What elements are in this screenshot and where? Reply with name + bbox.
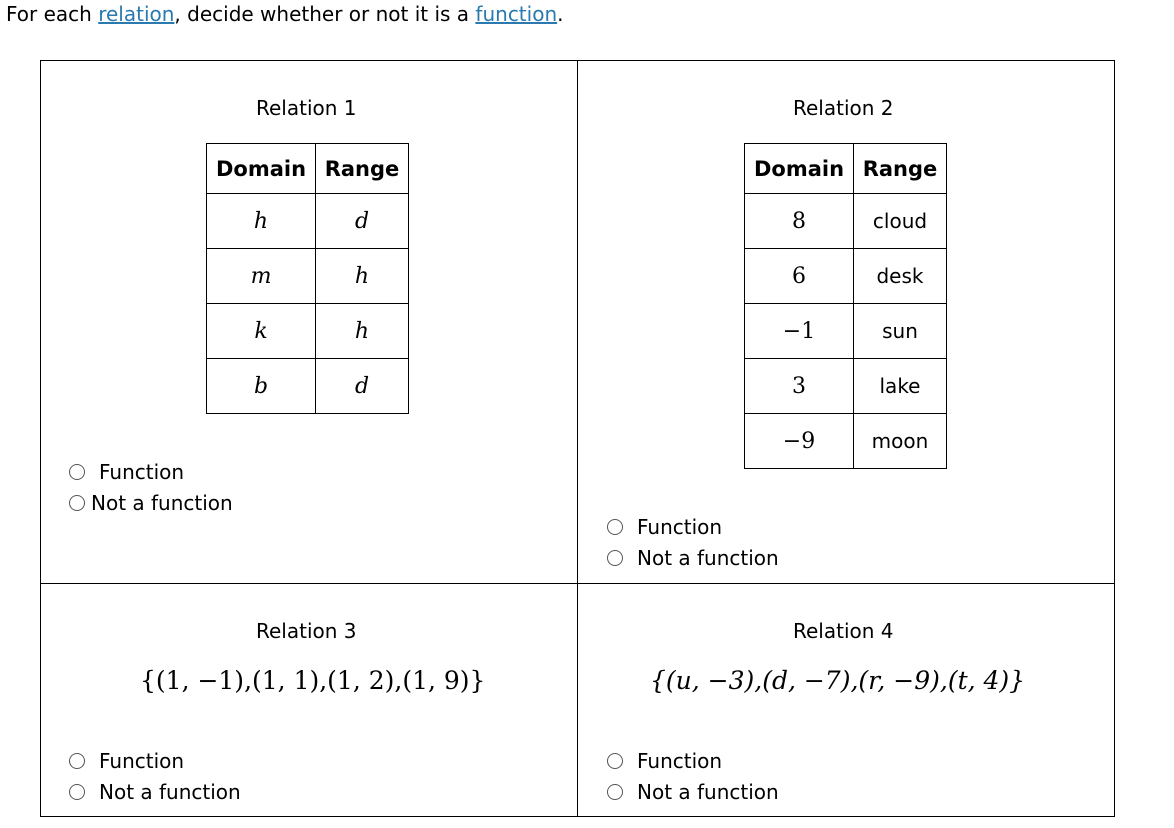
range-cell: h xyxy=(316,304,409,359)
relation-2-table xyxy=(744,143,947,469)
range-cell: h xyxy=(316,249,409,304)
range-header: Range xyxy=(316,144,409,194)
domain-cell: h xyxy=(207,194,316,249)
relation-3-set: {(1, −1),(1, 1),(1, 2),(1, 9)} xyxy=(140,666,486,695)
domain-cell: 6 xyxy=(745,249,854,304)
option-label: Function xyxy=(637,514,723,539)
range-header: Range xyxy=(854,144,947,194)
range-cell: d xyxy=(316,359,409,414)
table-row xyxy=(207,359,409,414)
relation-2-not-function-option[interactable] xyxy=(607,542,779,573)
option-label: Not a function xyxy=(99,779,241,804)
relation-2-options xyxy=(607,511,779,573)
option-label: Function xyxy=(99,459,185,484)
domain-header: Domain xyxy=(207,144,316,194)
table-row xyxy=(745,194,947,249)
domain-cell: m xyxy=(207,249,316,304)
domain-cell: −9 xyxy=(745,414,854,469)
relation-4-not-function-option[interactable] xyxy=(607,776,779,807)
option-label: Not a function xyxy=(637,545,779,570)
relation-link[interactable]: relation xyxy=(98,2,175,26)
relation-1-title: Relation 1 xyxy=(256,96,357,120)
domain-cell: b xyxy=(207,359,316,414)
table-row xyxy=(207,304,409,359)
domain-cell: k xyxy=(207,304,316,359)
relation-2-title: Relation 2 xyxy=(793,96,894,120)
relation-4-set: {(u, −3),(d, −7),(r, −9),(t, 4)} xyxy=(650,666,1026,695)
radio-button[interactable] xyxy=(607,753,623,769)
relation-3-options xyxy=(69,745,241,807)
grid-divider-vertical xyxy=(577,60,578,817)
radio-button[interactable] xyxy=(69,784,85,800)
table-row xyxy=(745,414,947,469)
relation-2-function-option[interactable] xyxy=(607,511,779,542)
table-row xyxy=(745,304,947,359)
relation-1-table xyxy=(206,143,409,414)
relation-4-function-option[interactable] xyxy=(607,745,779,776)
option-label: Function xyxy=(637,748,723,773)
range-cell: sun xyxy=(854,304,947,359)
function-link[interactable]: function xyxy=(475,2,558,26)
domain-header: Domain xyxy=(745,144,854,194)
option-label: Function xyxy=(99,748,185,773)
range-cell: d xyxy=(316,194,409,249)
option-label: Not a function xyxy=(637,779,779,804)
range-cell: lake xyxy=(854,359,947,414)
radio-button[interactable] xyxy=(69,753,85,769)
radio-button[interactable] xyxy=(607,784,623,800)
grid-divider-horizontal xyxy=(40,583,1115,584)
relation-1-options xyxy=(69,456,233,518)
radio-button[interactable] xyxy=(607,519,623,535)
domain-cell: 8 xyxy=(745,194,854,249)
relation-4-options xyxy=(607,745,779,807)
range-cell: desk xyxy=(854,249,947,304)
radio-button[interactable] xyxy=(69,464,85,480)
option-label: Not a function xyxy=(91,490,233,515)
table-row xyxy=(745,249,947,304)
table-row xyxy=(745,359,947,414)
range-cell: moon xyxy=(854,414,947,469)
radio-button[interactable] xyxy=(69,495,85,511)
domain-cell: 3 xyxy=(745,359,854,414)
relation-3-title: Relation 3 xyxy=(256,619,357,643)
table-row xyxy=(207,249,409,304)
relation-4-title: Relation 4 xyxy=(793,619,894,643)
range-cell: cloud xyxy=(854,194,947,249)
relation-1-function-option[interactable] xyxy=(69,456,233,487)
relation-3-function-option[interactable] xyxy=(69,745,241,776)
radio-button[interactable] xyxy=(607,550,623,566)
relation-3-not-function-option[interactable] xyxy=(69,776,241,807)
instructions: For each relation, decide whether or not it is a function. xyxy=(6,2,564,26)
table-row xyxy=(207,194,409,249)
relation-1-not-function-option[interactable] xyxy=(69,487,233,518)
domain-cell: −1 xyxy=(745,304,854,359)
